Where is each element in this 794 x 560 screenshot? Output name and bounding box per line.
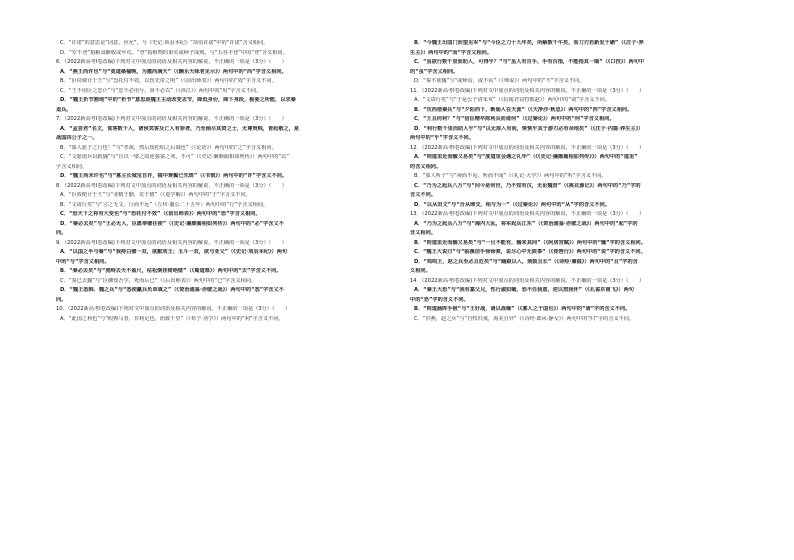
text-line: A．“以国之半与秦”与“我持白璧一双，欲献项王；玉斗一双，欲与亚父”（《史记·项羽本纪》）两句 (60, 249, 288, 255)
text-line: C．“归燕，赵之兵”与“自牧归荑，洵美且异”（《诗经·邶风·静女》）两句中的“归”字的含义不同。 (414, 315, 635, 322)
text-line: C．“文愿借兵以救魏”与“且以一璧之故逆强秦之欢，不可”（《史记·廉颇蔺相如列传》）两句中的“以” (60, 154, 289, 160)
question-stem: 11．（2022新高考Ⅰ卷改编)下列对文中加点的词语及相关内容的解说，不正确的一项是（3分）（ ） (410, 87, 645, 94)
text-line: A．“臣效便计于王”与“业精于勤，荒于嬉”（《进学解》）两句中的“于”字含义不同。 (60, 192, 251, 198)
left-column (56, 40, 408, 325)
text-line: D．“利行数千里而助人乎”与“以无厚入有间，恢恢乎其于游刃必有余地矣”（《庄子·内篇·养生主》） (414, 125, 644, 132)
text-line: C．“恐天下之将有大变也”与“恐托付不效”（《前出师表》）两句中的“恐”字含义相同。 (60, 211, 261, 217)
text-line: D．“鸡鸣王，赵之兵至必且危矣”与“蹑跟以入，颈鼓且长”（《诗经·蒹葭》）两句中的“且”字的含 (414, 258, 638, 265)
text-line: C．“虽欲行数千里而助人，可得乎？”与“虽人有百手，手有百指，不能指其一端”（《口技》）两句中 (414, 59, 645, 65)
text-line: D．“秦不欲魏”与“或师焉，或不焉”（《师说》）两句中的“不”字含义不同。 (414, 78, 585, 84)
text-line: 同。 (56, 296, 67, 303)
text-line: D．“岁不登”指粮食歉收或年荒。“登”指植物的果实或种子成熟，与“五谷丰登”中的“登”含义相同。 (60, 49, 288, 56)
text-line: C．“乃为之起兵八万”与“问今是何世，乃不知有汉，无论魏晋”（《桃花源记》）两句中的“乃”字的 (414, 182, 641, 189)
right-column (410, 40, 762, 325)
text-line: C．“秦已去魏”与“臣御知吾学，死而后已”（《后出师表》）两句中的“已”字含义相同。 (60, 277, 257, 284)
text-line: B．“寡人听子”与“视而不见，听而不闻”（《礼记·大学》）两句中的“听”字含义不同。 (414, 173, 607, 179)
text-line: A．“秦王大恐”与“我有嘉父兄，性行淑如蛹，恐不任我意，逆以煎我怀”（《孔雀东南飞》）两句 (414, 287, 634, 293)
text-line: D．“魏王折节割地”中的“折节”意思是魏王主动改变志节，降低身份，降下身段，极委之所能，以求秦 (60, 97, 296, 103)
text-line: 的“虽”字含义相同。 (410, 68, 459, 75)
text-line: 义相同。 (410, 268, 431, 274)
question-stem: 14．（2022新高考Ⅰ卷改编)下列对文中加点的词语及相关内容的解说，不正确的一项是（3分）（ ） (410, 277, 645, 284)
question-stem: 9．（2022新高考Ⅰ卷改编)下列对文中加点的词语及相关内容的解说，不正确的一项是（3分）（ ） (56, 239, 287, 246)
text-line: B．“则道里近而输又易矣”与“一旦不能有，输来其间”（《阿房宫赋》）两句中的“输”字的含义相同。 (414, 239, 646, 246)
question-stem: 7．（2022新高考Ⅰ卷改编)下列对文中加点的词语及相关内容的解说，不正确的一项是（3分）（ ） (56, 116, 287, 122)
text-line: B．“攻西借秦兵”与“夕阳西下，断肠人在天涯”（《天净沙·秋思》）两句中的“西”字含义相同。 (414, 106, 633, 113)
text-line: B．“今魏王出国门而望见军”与“今臣之刀十九年矣，所解数千牛矣，而刀刃若新发于硎”（《庄子·养 (414, 40, 644, 46)
text-line: D．“魏王尚未许也”与“寡主长城宝自许，镜中衰鬓已先斑”（《书愤》）两句中的“许”字含义不同。 (60, 173, 288, 179)
text-line: B．“寡人愿子之行也！”与“孝哉，然后知松柏之后凋也”（《论语》）两句中的“之”字含义相同。 (60, 144, 277, 151)
text-line: 的含义相同。 (410, 163, 442, 170)
text-line: B．“臣窃谏计于王”与“恐托付不效，以伤先帝之明”（《前出师表》）两句中的“效”字含义不同。 (60, 78, 277, 84)
text-line: A．“燕王尚许也”与“莫道桑榆晚，为霞尚满天”（《酬乐天咏老见示》）两句中的“尚”字含义相同。 (60, 68, 287, 75)
question-stem: 10．（2022新高考Ⅰ卷改编)下列对文中加点的词语及相关内容的解说，不正确的一项是（3分）（ ） (56, 306, 291, 312)
text-line: 中的“恐”字的含义不同。 (410, 296, 469, 303)
text-line: D．“魏王悉韩、魏之兵”与“悉使羸兵负草填之”（《资治通鉴·赤壁之战》）两句中的“悉”字含义不 (60, 287, 284, 293)
question-stem: 6．（2022新高考Ⅰ卷改编)下列对文中加点的词语及相关内容的解说，不正确的一项是（3分）（ ） (56, 59, 287, 65)
text-line: 生主》）两句中的“而”字含义相同。 (410, 49, 493, 56)
text-line: C．“王且何利？”与“信臣精卒陈利兵而谁何”（《过秦论》）两句中的“何”字含义相同。 (414, 116, 615, 122)
text-line: 中的“与”字含义相同。 (56, 258, 110, 265)
question-stem: 13．（2022新高考Ⅰ卷改编)下列对文中加点的词语及相关内容的解说，不正确的一项是（3分）（ ） (410, 211, 645, 217)
text-line: A．“孟尝君”名文，食客数千人，诸侯宾客及亡人有罪者，乃至倾尽其资之士，无尊贵贱，皆起敬之，是 (60, 125, 300, 132)
text-line: B．“则道涵阵手极”与“王好战，请以战喻”（《寡人之于国也》）两句中的“请”字的含义不同。 (414, 306, 631, 312)
text-line: A．“则道里近而输又易矣”与“度道里会遇之礼毕”（《《史记·廉颇蔺相如列传》》）两句中的“道里” (414, 154, 638, 160)
text-line: 字含义相同。 (56, 163, 88, 170)
text-line: B．“文请行矣”与“言之无文，行而不远”（左传·襄公二十五年）两句中的“行”字含义相同。 (60, 201, 269, 208)
text-line: 战国四公子之一。 (56, 135, 98, 141)
text-line: 同。 (56, 230, 67, 236)
text-line: C．“王不用臣之忠计”与“忠不必用兮，贤不必以”（《涉江》）两句中的“用”字含义不同。 (60, 87, 262, 94)
text-line: 退兵。 (56, 106, 72, 113)
text-line: 两句中的“乎”字含义不同。 (410, 135, 474, 141)
text-line: C．“魏王大说曰”与“临溪信手徐徐弹，说尽心中无限事”（《琵琶行》）两句中的“说”字的含义不同。 (414, 249, 646, 255)
text-line: B．“秦必去矣”与“流峙去天不盈尺，枯松倒挂倚绝壁”（《蜀道难》）两句中的“去”字含义不同。 (60, 268, 282, 274)
text-line: A．“文请行矣”与“于是公子请朱亥”（《信陵君窃符救赵》）两句中的“请”字含义不同。 (414, 97, 611, 103)
question-stem: 8．（2022新高考Ⅰ卷改编)下列对文中加点的词语及相关内容的解说，不正确的一项是（3分）（ ） (56, 182, 287, 189)
question-stem: 12．（2022新高考Ⅰ卷改编)下列对文中加点的词语及相关内容的解说，不正确的一项是（3分）（ ） (410, 144, 645, 151)
text-line: D．“秦必去矣”与“王必无人，臣愿奉璧往使”（《史记·廉颇蔺相如列传》）两句中的“必”字含义不 (60, 220, 284, 227)
text-line: C．“许诺”的意思是“同意，应允”，与《史记·项羽本纪》“项伯许诺”中的“许诺”含义相同。 (60, 40, 269, 46)
text-line: 含义不同。 (410, 192, 436, 198)
text-line: A．“此国之利也”与“假舆马者，非利足也，而致千里”（《荀子·劝学》）两句中的“利”字含义不同。 (60, 315, 284, 322)
text-line: 含义相同。 (410, 230, 436, 236)
text-line: A．“乃为之起兵八万”与“海内大乱，将军起兵江东”（《资治通鉴·赤壁之战》）两句中的“起”字的 (414, 220, 638, 227)
text-line: D．“以从田文”与“合从缔交，相与为一”（《过秦论》）两句中的“从”字的含义不同。 (414, 201, 610, 208)
